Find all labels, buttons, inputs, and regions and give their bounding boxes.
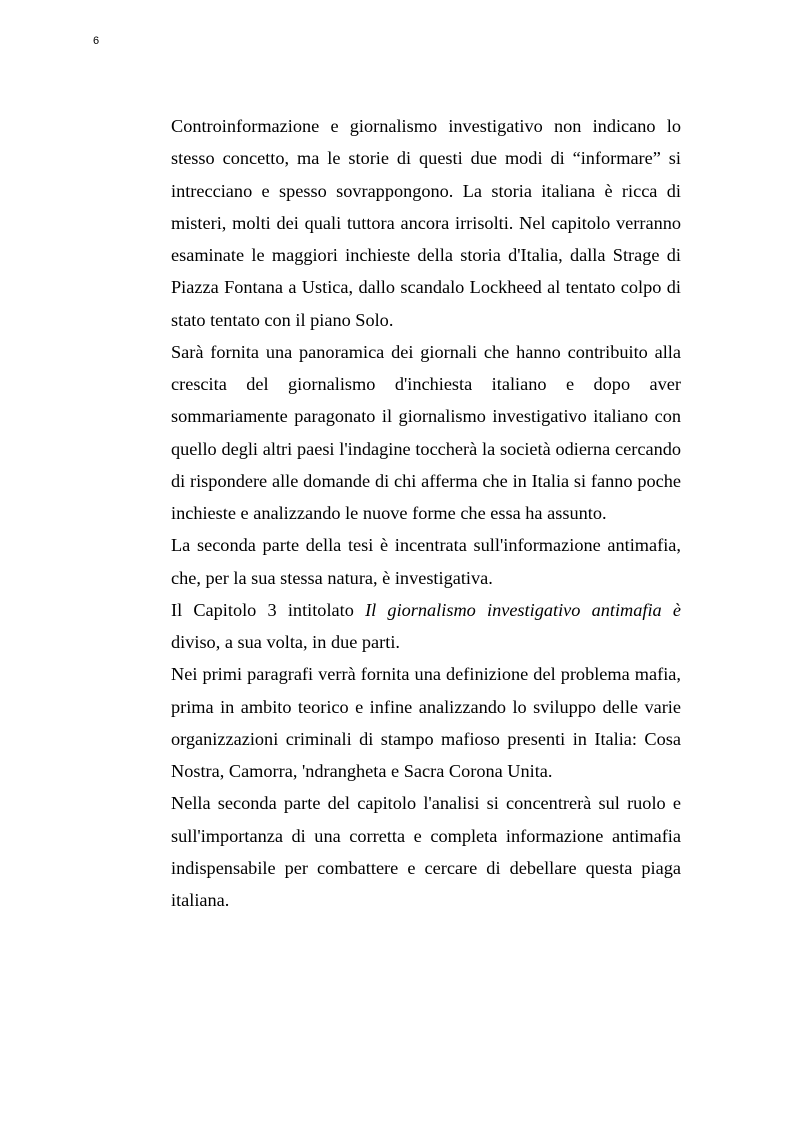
paragraph-seconda-parte-capitolo: Nella seconda parte del capitolo l'analisi si concentrerà sul ruolo e sull'importanza di una corretta e completa informazione antimafia indispensabile per combattere e cercare di debellare questa piaga italiana. <box>171 793 681 910</box>
capitolo-3-title: Il giornalismo investigativo antimafia è <box>365 599 681 620</box>
page-number: 6 <box>93 35 100 47</box>
paragraph-panoramica-giornali: Sarà fornita una panoramica dei giornali che hanno contribuito alla crescita del giornalismo d'inchiesta italiano e dopo aver sommariamente paragonato il giornalismo investigativo italiano con quello degli altri paesi l'indagine toccherà la società odierna cercando di rispondere alle domande di chi afferma che in Italia si fanno poche inchieste e analizzando le nuove forme che essa ha assunto. <box>171 341 681 523</box>
paragraph-seconda-parte-tesi: La seconda parte della tesi è incentrata sull'informazione antimafia, che, per la sua stessa natura, è investigativa. <box>171 535 681 588</box>
paragraph-capitolo-3 <box>171 594 681 659</box>
paragraph-primi-paragrafi: Nei primi paragrafi verrà fornita una definizione del problema mafia, prima in ambito teorico e infine analizzando lo sviluppo delle varie organizzazioni criminali di stampo mafioso presenti in Italia: Cosa Nostra, Camorra, 'ndrangheta e Sacra Corona Unita. <box>171 664 681 781</box>
capitolo-3-rest: diviso, a sua volta, in due parti. <box>171 632 400 652</box>
paragraph-controinformazione: Controinformazione e giornalismo investigativo non indicano lo stesso concetto, ma le storie di questi due modi di “informare” si intrecciano e spesso sovrappongono. La storia italiana è ricca di misteri, molti dei quali tuttora ancora irrisolti. Nel capitolo verranno esaminate le maggiori inchieste della storia d'Italia, dalla Strage di Piazza Fontana a Ustica, dallo scandalo Lockheed al tentato colpo di stato tentato con il piano Solo. <box>171 116 681 330</box>
capitolo-3-intro: Il Capitolo 3 intitolato <box>171 599 366 620</box>
body-text <box>171 110 681 916</box>
